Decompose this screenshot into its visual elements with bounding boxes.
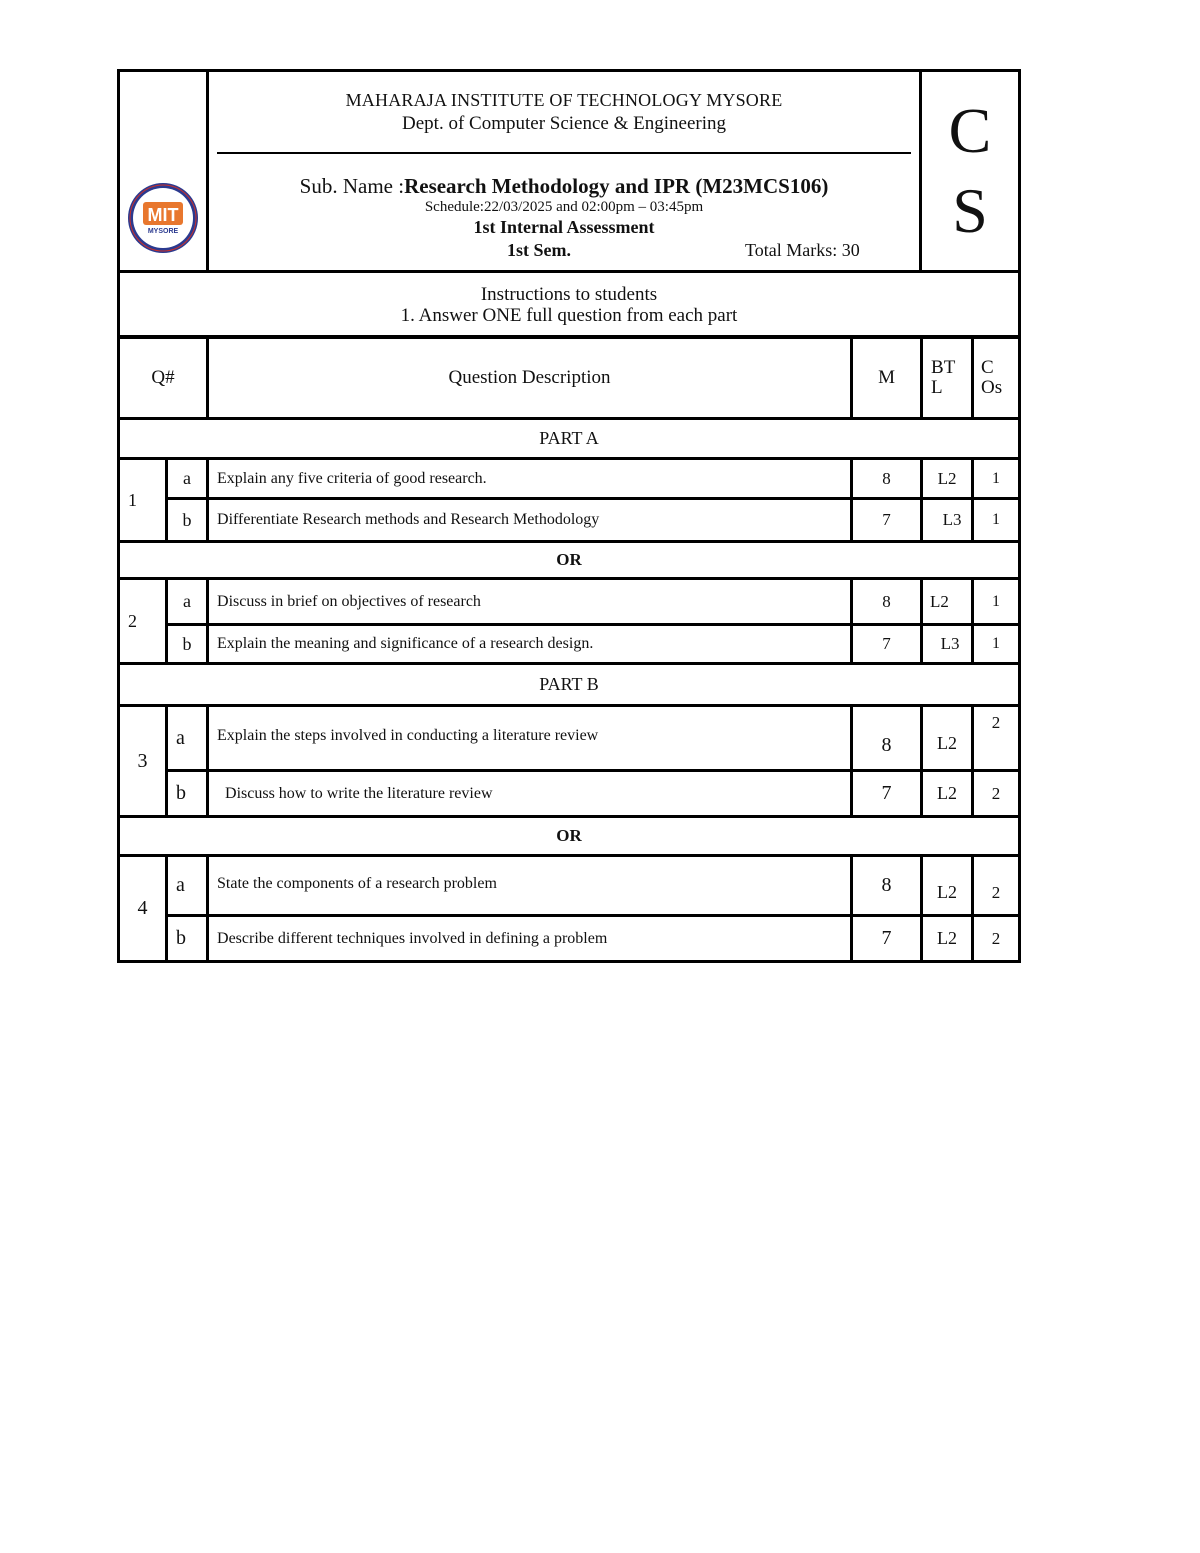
col-header-cos-line2: Os <box>981 376 1003 398</box>
col-header-description: Question Description <box>208 337 852 419</box>
col-header-qno: Q# <box>119 337 208 419</box>
subject-line <box>217 174 911 199</box>
institute-name: MAHARAJA INSTITUTE OF TECHNOLOGY MYSORE <box>345 90 783 110</box>
question-co: 2 <box>973 706 1020 771</box>
question-number: 1 <box>119 459 167 542</box>
question-number: 2 <box>119 579 167 664</box>
col-header-marks: M <box>852 337 922 419</box>
instructions-line: 1. Answer ONE full question from each part <box>400 304 738 326</box>
question-text: Explain the steps involved in conducting a literature review <box>208 706 852 771</box>
question-btl: L3 <box>922 625 973 664</box>
schedule: Schedule:22/03/2025 and 02:00pm – 03:45pm <box>424 199 704 215</box>
question-text: Discuss in brief on objectives of research <box>208 579 852 625</box>
question-marks: 8 <box>852 459 922 499</box>
question-marks: 8 <box>852 579 922 625</box>
question-co: 1 <box>973 499 1020 542</box>
table-header-row <box>119 337 1020 419</box>
question-marks: 7 <box>852 771 922 817</box>
sub-question-label: b <box>167 916 208 962</box>
question-number: 3 <box>119 706 167 817</box>
col-header-btl-line2: L <box>931 376 943 398</box>
svg-text:MYSORE: MYSORE <box>147 228 179 235</box>
semester: 1st Sem. <box>507 240 571 260</box>
col-header-btl <box>922 337 973 419</box>
table-row <box>119 916 1020 962</box>
question-text: Describe different techniques involved in defining a problem <box>208 916 852 962</box>
table-row <box>119 706 1020 771</box>
header-info <box>208 71 921 272</box>
question-btl: L3 <box>922 499 973 542</box>
col-header-cos <box>973 337 1020 419</box>
subject-name: Research Methodology and IPR (M23MCS106) <box>404 174 829 198</box>
question-btl: L2 <box>922 856 973 916</box>
questions-table <box>117 335 1021 963</box>
or-divider: OR <box>119 542 1020 579</box>
question-co: 1 <box>973 625 1020 664</box>
or-divider: OR <box>119 817 1020 856</box>
semester-line <box>217 238 911 264</box>
question-btl: L2 <box>922 771 973 817</box>
question-btl: L2 <box>922 579 973 625</box>
sub-question-label: a <box>167 706 208 771</box>
part-b-heading: PART B <box>119 664 1020 706</box>
sub-question-label: b <box>167 499 208 542</box>
question-text: Discuss how to write the literature review <box>208 771 852 817</box>
sub-question-label: b <box>167 771 208 817</box>
table-row <box>119 856 1020 916</box>
total-marks: Total Marks: 30 <box>745 240 860 260</box>
col-header-btl-line1: BT <box>931 356 956 378</box>
table-row <box>119 459 1020 499</box>
branch-letter-s: S <box>952 175 988 246</box>
header-divider <box>217 152 911 154</box>
table-row <box>119 771 1020 817</box>
question-co: 2 <box>973 771 1020 817</box>
question-text: Explain the meaning and significance of a research design. <box>208 625 852 664</box>
assessment-title: 1st Internal Assessment <box>473 217 655 237</box>
sub-question-label: a <box>167 856 208 916</box>
table-row <box>119 499 1020 542</box>
question-btl: L2 <box>922 706 973 771</box>
question-btl: L2 <box>922 459 973 499</box>
sub-question-label: a <box>167 579 208 625</box>
question-co: 2 <box>973 856 1020 916</box>
branch-code <box>921 71 1020 272</box>
question-text: State the components of a research problem <box>208 856 852 916</box>
question-text: Differentiate Research methods and Research Methodology <box>208 499 852 542</box>
question-co: 1 <box>973 579 1020 625</box>
branch-letter-c: C <box>948 95 992 166</box>
table-row <box>119 625 1020 664</box>
sub-question-label: b <box>167 625 208 664</box>
question-btl: L2 <box>922 916 973 962</box>
institute-logo <box>126 181 200 260</box>
sub-question-label: a <box>167 459 208 499</box>
table-row <box>119 579 1020 625</box>
question-marks: 7 <box>852 625 922 664</box>
instructions-title: Instructions to students <box>480 283 658 305</box>
question-marks: 7 <box>852 916 922 962</box>
question-marks: 8 <box>852 706 922 771</box>
department-name: Dept. of Computer Science & Engineering <box>402 113 726 134</box>
svg-text:MIT: MIT <box>147 205 179 225</box>
instructions <box>119 272 1020 338</box>
logo-cell <box>119 71 208 272</box>
header-table <box>117 69 1021 339</box>
question-co: 1 <box>973 459 1020 499</box>
question-marks: 7 <box>852 499 922 542</box>
question-marks: 8 <box>852 856 922 916</box>
subject-prefix: Sub. Name : <box>299 174 405 198</box>
col-header-cos-line1: C <box>981 356 994 378</box>
question-number: 4 <box>119 856 167 962</box>
part-a-heading: PART A <box>119 419 1020 459</box>
question-text: Explain any five criteria of good research. <box>208 459 852 499</box>
question-co: 2 <box>973 916 1020 962</box>
